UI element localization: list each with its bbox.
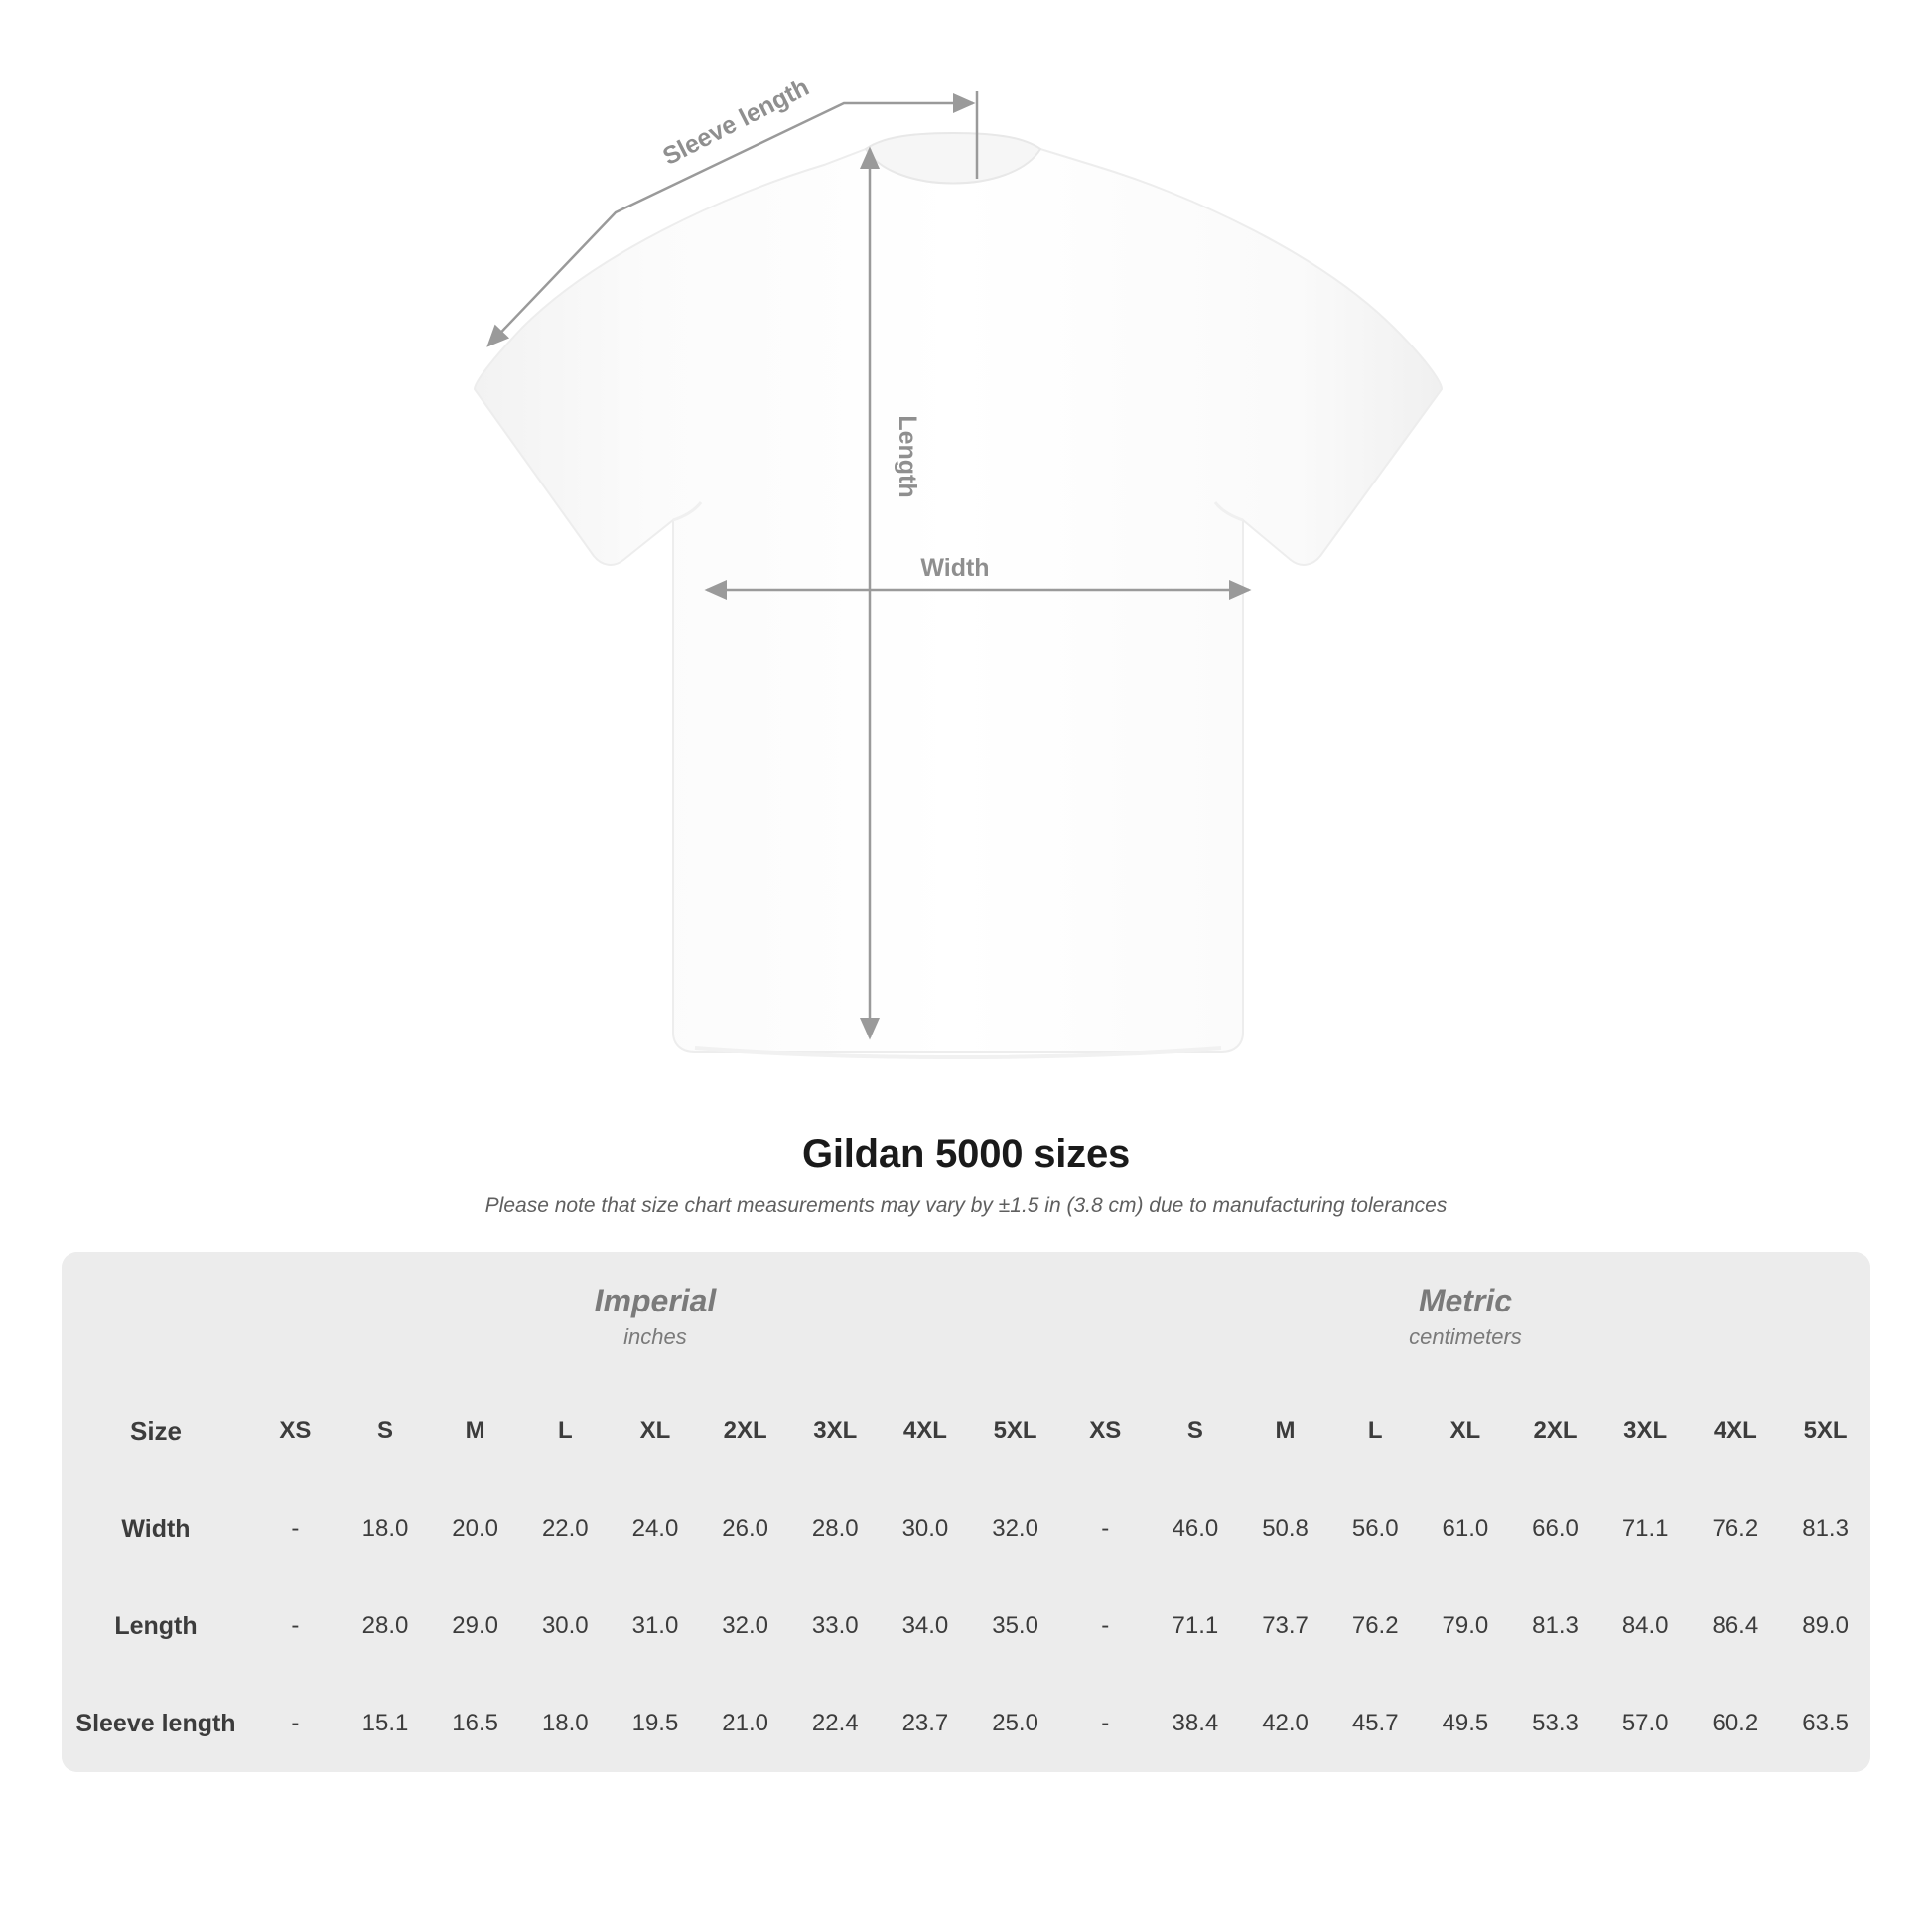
cell-width-metric-xs: - (1060, 1480, 1151, 1578)
cell-length-metric-m: 73.7 (1240, 1578, 1330, 1675)
cell-length-metric-5xl: 89.0 (1780, 1578, 1870, 1675)
cell-width-imperial-5xl: 32.0 (970, 1480, 1060, 1578)
cell-width-metric-m: 50.8 (1240, 1480, 1330, 1578)
cell-width-imperial-4xl: 30.0 (881, 1480, 971, 1578)
unit-group-imperial (250, 1252, 1060, 1381)
cell-width-metric-s: 46.0 (1151, 1480, 1241, 1578)
cell-sleeve-imperial-xs: - (250, 1675, 341, 1772)
cell-width-metric-xl: 61.0 (1421, 1480, 1511, 1578)
size-header-imperial-xl: XL (611, 1381, 701, 1480)
cell-length-imperial-xl: 31.0 (611, 1578, 701, 1675)
cell-length-metric-l: 76.2 (1330, 1578, 1421, 1675)
cell-length-metric-3xl: 84.0 (1600, 1578, 1691, 1675)
cell-width-metric-2xl: 66.0 (1510, 1480, 1600, 1578)
size-header-metric-m: M (1240, 1381, 1330, 1480)
cell-width-metric-l: 56.0 (1330, 1480, 1421, 1578)
width-label: Width (920, 554, 990, 582)
cell-sleeve-imperial-s: 15.1 (341, 1675, 431, 1772)
cell-width-metric-3xl: 71.1 (1600, 1480, 1691, 1578)
cell-width-metric-4xl: 76.2 (1691, 1480, 1781, 1578)
cell-width-imperial-2xl: 26.0 (700, 1480, 790, 1578)
measurement-note: Please note that size chart measurements may vary by ±1.5 in (3.8 cm) due to manufacturing tolerances (484, 1194, 1448, 1217)
cell-sleeve-metric-xs: - (1060, 1675, 1151, 1772)
cell-sleeve-imperial-3xl: 22.4 (790, 1675, 881, 1772)
cell-width-imperial-l: 22.0 (520, 1480, 611, 1578)
cell-length-imperial-5xl: 35.0 (970, 1578, 1060, 1675)
title-block (0, 1132, 1932, 1218)
cell-length-metric-xl: 79.0 (1421, 1578, 1511, 1675)
cell-sleeve-imperial-m: 16.5 (430, 1675, 520, 1772)
size-header-imperial-5xl: 5XL (970, 1381, 1060, 1480)
cell-sleeve-metric-xl: 49.5 (1421, 1675, 1511, 1772)
cell-width-imperial-m: 20.0 (430, 1480, 520, 1578)
cell-sleeve-metric-4xl: 60.2 (1691, 1675, 1781, 1772)
table-row (62, 1675, 1870, 1772)
size-header-metric-5xl: 5XL (1780, 1381, 1870, 1480)
row-label-length: Length (62, 1578, 250, 1675)
size-header-imperial-l: L (520, 1381, 611, 1480)
cell-width-imperial-3xl: 28.0 (790, 1480, 881, 1578)
cell-width-imperial-xl: 24.0 (611, 1480, 701, 1578)
cell-width-imperial-xs: - (250, 1480, 341, 1578)
cell-sleeve-metric-5xl: 63.5 (1780, 1675, 1870, 1772)
cell-length-imperial-2xl: 32.0 (700, 1578, 790, 1675)
size-header-metric-4xl: 4XL (1691, 1381, 1781, 1480)
cell-width-imperial-s: 18.0 (341, 1480, 431, 1578)
cell-sleeve-metric-m: 42.0 (1240, 1675, 1330, 1772)
tshirt-shape (475, 133, 1442, 1057)
size-header-imperial-4xl: 4XL (881, 1381, 971, 1480)
cell-length-metric-4xl: 86.4 (1691, 1578, 1781, 1675)
size-header-metric-xl: XL (1421, 1381, 1511, 1480)
cell-sleeve-metric-l: 45.7 (1330, 1675, 1421, 1772)
size-header-metric-3xl: 3XL (1600, 1381, 1691, 1480)
cell-sleeve-imperial-4xl: 23.7 (881, 1675, 971, 1772)
unit-group-metric-sub: centimeters (1409, 1323, 1522, 1349)
unit-group-imperial-sub: inches (623, 1323, 687, 1349)
size-table-container (62, 1252, 1870, 1772)
size-header-imperial-2xl: 2XL (700, 1381, 790, 1480)
size-header-metric-s: S (1151, 1381, 1241, 1480)
row-label-width: Width (62, 1480, 250, 1578)
unit-group-metric-name: Metric (1418, 1282, 1513, 1318)
size-header-imperial-m: M (430, 1381, 520, 1480)
size-header-metric-l: L (1330, 1381, 1421, 1480)
size-header-imperial-xs: XS (250, 1381, 341, 1480)
cell-sleeve-imperial-5xl: 25.0 (970, 1675, 1060, 1772)
size-table (62, 1252, 1870, 1772)
cell-length-imperial-l: 30.0 (520, 1578, 611, 1675)
cell-length-metric-2xl: 81.3 (1510, 1578, 1600, 1675)
size-header-row (62, 1381, 1870, 1480)
cell-length-imperial-m: 29.0 (430, 1578, 520, 1675)
cell-length-metric-xs: - (1060, 1578, 1151, 1675)
table-row (62, 1578, 1870, 1675)
unit-header-row (62, 1252, 1870, 1381)
unit-group-imperial-name: Imperial (594, 1282, 717, 1318)
row-label-sleeve-length: Sleeve length (62, 1675, 250, 1772)
length-label: Length (894, 415, 921, 498)
size-header-metric-2xl: 2XL (1510, 1381, 1600, 1480)
cell-sleeve-imperial-2xl: 21.0 (700, 1675, 790, 1772)
size-header-label: Size (62, 1381, 250, 1480)
cell-sleeve-imperial-l: 18.0 (520, 1675, 611, 1772)
cell-sleeve-imperial-xl: 19.5 (611, 1675, 701, 1772)
cell-width-metric-5xl: 81.3 (1780, 1480, 1870, 1578)
unit-spacer (62, 1252, 250, 1381)
cell-length-imperial-4xl: 34.0 (881, 1578, 971, 1675)
unit-group-metric (1060, 1252, 1870, 1381)
size-header-metric-xs: XS (1060, 1381, 1151, 1480)
cell-sleeve-metric-s: 38.4 (1151, 1675, 1241, 1772)
sleeve-length-label: Sleeve length (658, 72, 814, 171)
cell-sleeve-metric-2xl: 53.3 (1510, 1675, 1600, 1772)
page-title: Gildan 5000 sizes (801, 1132, 1131, 1175)
table-row (62, 1480, 1870, 1578)
cell-length-imperial-3xl: 33.0 (790, 1578, 881, 1675)
cell-length-imperial-s: 28.0 (341, 1578, 431, 1675)
size-header-imperial-s: S (341, 1381, 431, 1480)
size-header-imperial-3xl: 3XL (790, 1381, 881, 1480)
cell-length-metric-s: 71.1 (1151, 1578, 1241, 1675)
cell-sleeve-metric-3xl: 57.0 (1600, 1675, 1691, 1772)
cell-length-imperial-xs: - (250, 1578, 341, 1675)
